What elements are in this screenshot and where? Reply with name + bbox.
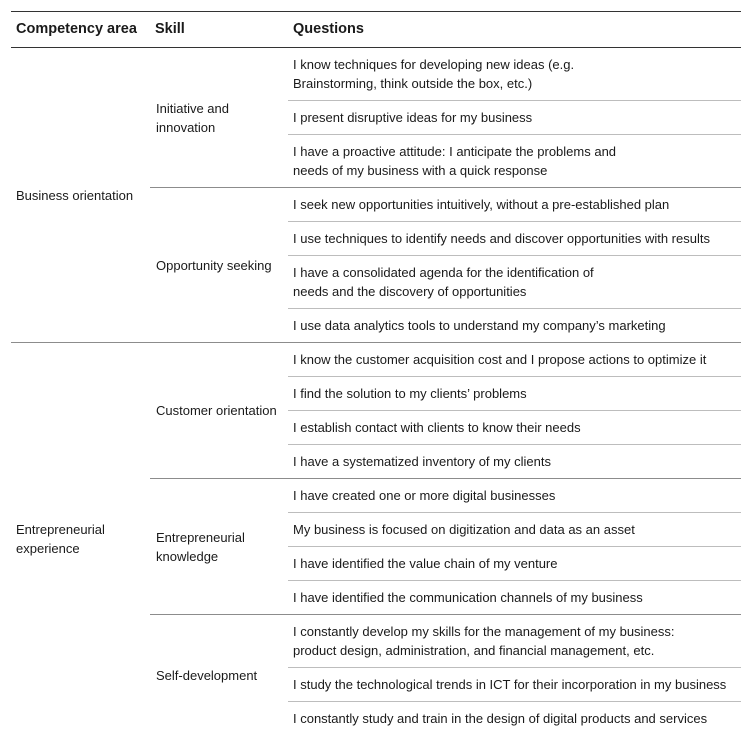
skill-cell: Initiative and innovation [156,100,229,135]
table-row [11,48,741,101]
question-cell: I have a consolidated agenda for the identification of needs and the discovery of opportunities [288,256,741,309]
question-cell: I have a systematized inventory of my clients [288,445,741,479]
question-cell: I present disruptive ideas for my business [288,101,741,135]
header-questions: Questions [288,12,741,48]
question-cell: I have created one or more digital businesses [288,479,741,513]
question-cell: I seek new opportunities intuitively, without a pre-established plan [288,188,741,222]
question-cell: I have a proactive attitude: I anticipate the problems and needs of my business with a quick response [288,135,741,188]
table-body [11,48,741,736]
skill-cell: Customer orientation [150,343,288,479]
table-row [11,343,741,377]
question-cell: I use data analytics tools to understand my company’s marketing [288,309,741,343]
question-cell: I constantly develop my skills for the management of my business: product design, administration, and financial management, etc. [288,615,741,668]
competency-area-cell: Business orientation [16,187,134,203]
competency-area-cell: Entrepreneurial experience [11,343,150,736]
skill-cell: Entrepreneurial knowledge [150,479,288,615]
skill-cell: Self-development [150,615,288,736]
question-cell: I have identified the value chain of my venture [288,547,741,581]
question-cell: I establish contact with clients to know their needs [288,411,741,445]
question-cell: I have identified the communication channels of my business [288,581,741,615]
question-cell: I find the solution to my clients’ problems [288,377,741,411]
skill-cell: Opportunity seeking [150,188,288,343]
header-row [11,12,741,48]
question-cell: I constantly study and train in the design of digital products and services [288,702,741,736]
question-cell: I study the technological trends in ICT for their incorporation in my business [288,668,741,702]
table-header [11,12,741,48]
header-skill: Skill [150,12,288,48]
question-cell: My business is focused on digitization and data as an asset [288,513,741,547]
competency-table [11,11,741,735]
header-competency-area: Competency area [11,12,150,48]
question-cell: I know the customer acquisition cost and I propose actions to optimize it [288,343,741,377]
question-cell: I use techniques to identify needs and discover opportunities with results [288,222,741,256]
question-cell: I know techniques for developing new ideas (e.g. Brainstorming, think outside the box, etc.) [293,57,575,91]
